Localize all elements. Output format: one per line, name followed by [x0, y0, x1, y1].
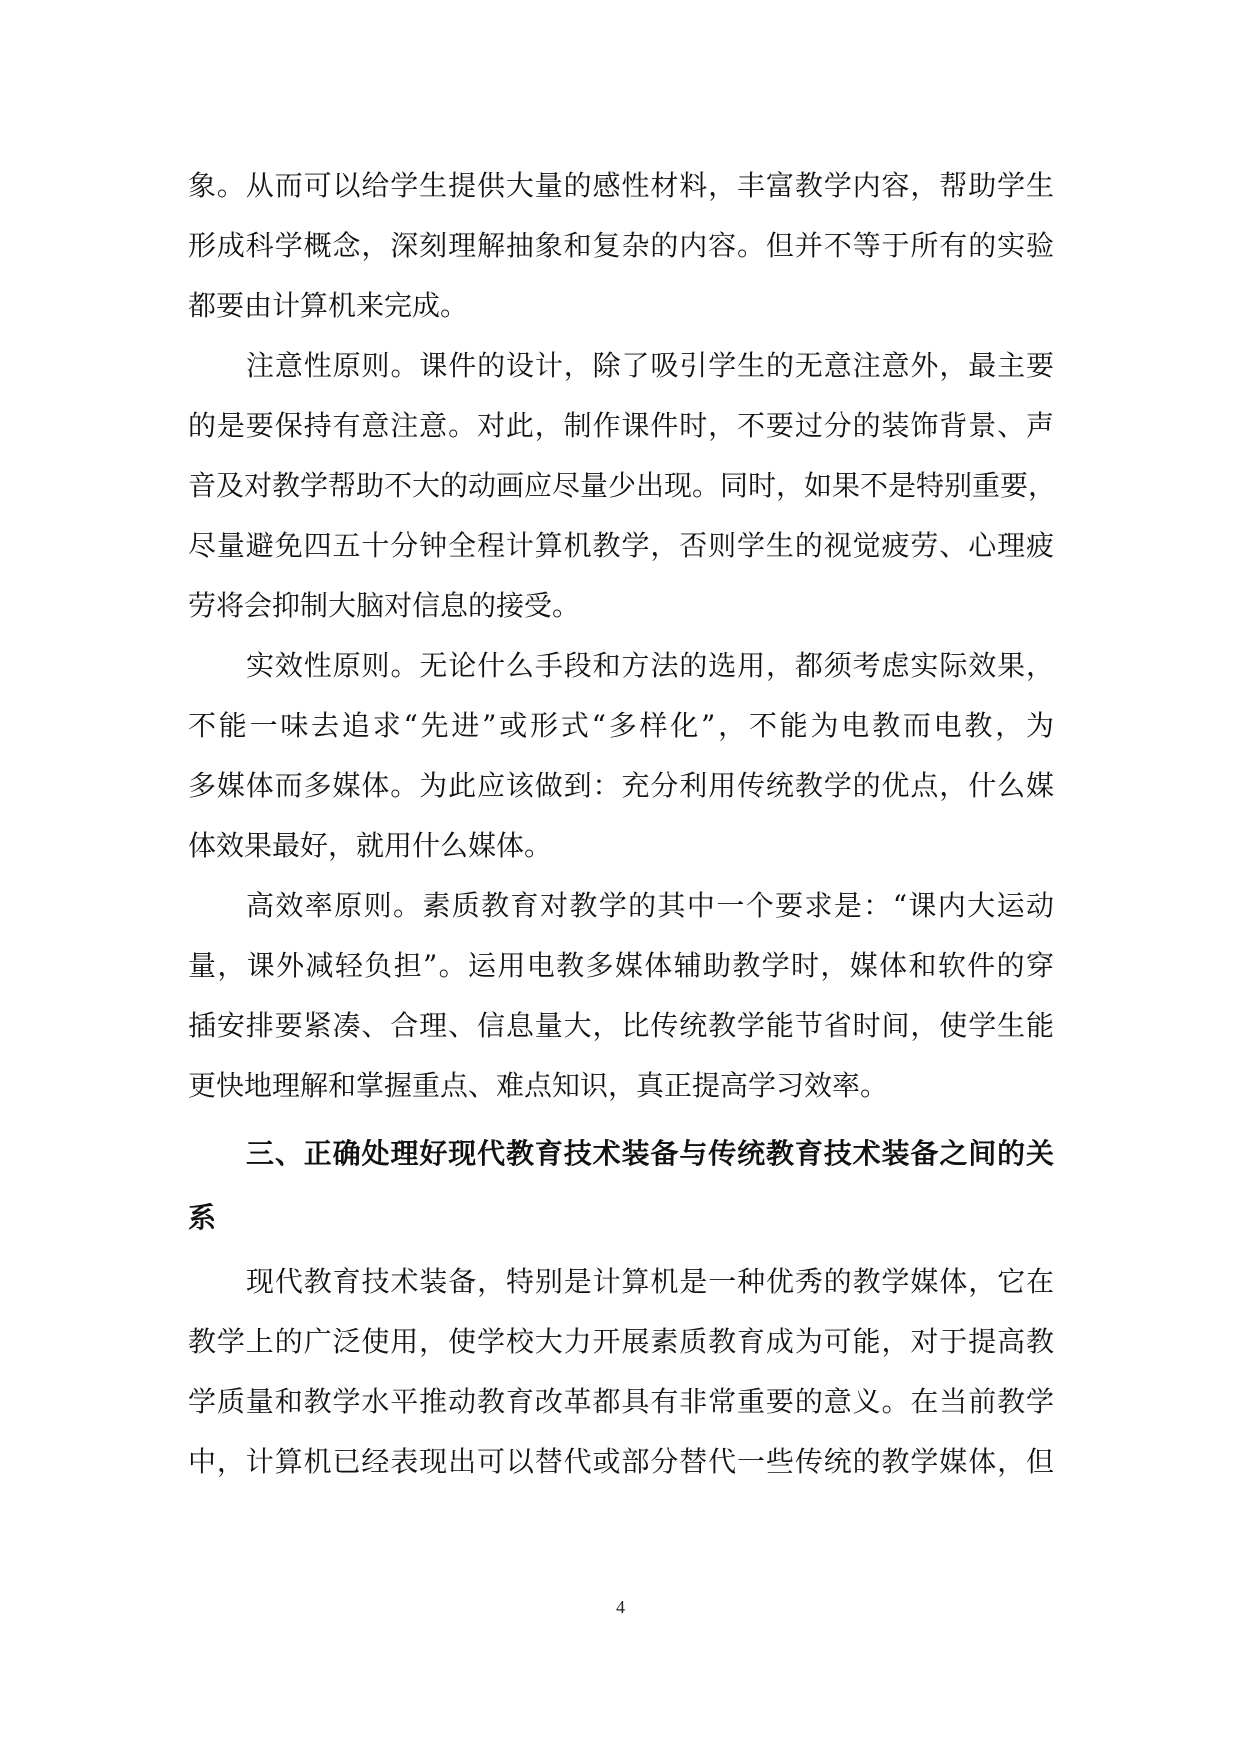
text-line: 中，计算机已经表现出可以替代或部分替代一些传统的教学媒体，但 — [188, 1445, 1054, 1478]
section-heading-continued: 系 — [188, 1201, 217, 1234]
text-line: 体效果最好，就用什么媒体。 — [188, 829, 553, 862]
paragraph-heading-line: 注意性原则。课件的设计，除了吸引学生的无意注意外，最主要 — [246, 349, 1054, 382]
text-line: 形成科学概念，深刻理解抽象和复杂的内容。但并不等于所有的实验 — [188, 229, 1054, 262]
text-line: 教学上的广泛使用，使学校大力开展素质教育成为可能，对于提高教 — [188, 1325, 1054, 1358]
paragraph-first-line: 现代教育技术装备，特别是计算机是一种优秀的教学媒体，它在 — [246, 1265, 1054, 1298]
text-line: 都要由计算机来完成。 — [188, 289, 469, 322]
text-line: 更快地理解和掌握重点、难点知识，真正提高学习效率。 — [188, 1069, 889, 1102]
paragraph-heading-line: 实效性原则。无论什么手段和方法的选用，都须考虑实际效果， — [246, 649, 1054, 682]
text-line: 不能一味去追求“先进”或形式“多样化”，不能为电教而电教，为 — [188, 709, 1054, 742]
section-heading: 三、正确处理好现代教育技术装备与传统教育技术装备之间的关 — [246, 1137, 1054, 1170]
page-number: 4 — [616, 1597, 625, 1617]
text-line: 尽量避免四五十分钟全程计算机教学，否则学生的视觉疲劳、心理疲 — [188, 529, 1054, 562]
text-line: 多媒体而多媒体。为此应该做到：充分利用传统教学的优点，什么媒 — [188, 769, 1054, 802]
text-line: 量，课外减轻负担”。运用电教多媒体辅助教学时，媒体和软件的穿 — [188, 949, 1054, 982]
text-line: 插安排要紧凑、合理、信息量大，比传统教学能节省时间，使学生能 — [188, 1009, 1054, 1042]
text-line: 劳将会抑制大脑对信息的接受。 — [188, 589, 581, 622]
paragraph-heading-line: 高效率原则。素质教育对教学的其中一个要求是：“课内大运动 — [246, 889, 1054, 922]
text-line: 音及对教学帮助不大的动画应尽量少出现。同时，如果不是特别重要， — [188, 469, 1057, 502]
text-line: 学质量和教学水平推动教育改革都具有非常重要的意义。在当前教学 — [188, 1385, 1054, 1418]
text-line: 的是要保持有意注意。对此，制作课件时，不要过分的装饰背景、声 — [188, 409, 1054, 442]
text-line: 象。从而可以给学生提供大量的感性材料，丰富教学内容，帮助学生 — [188, 169, 1054, 202]
